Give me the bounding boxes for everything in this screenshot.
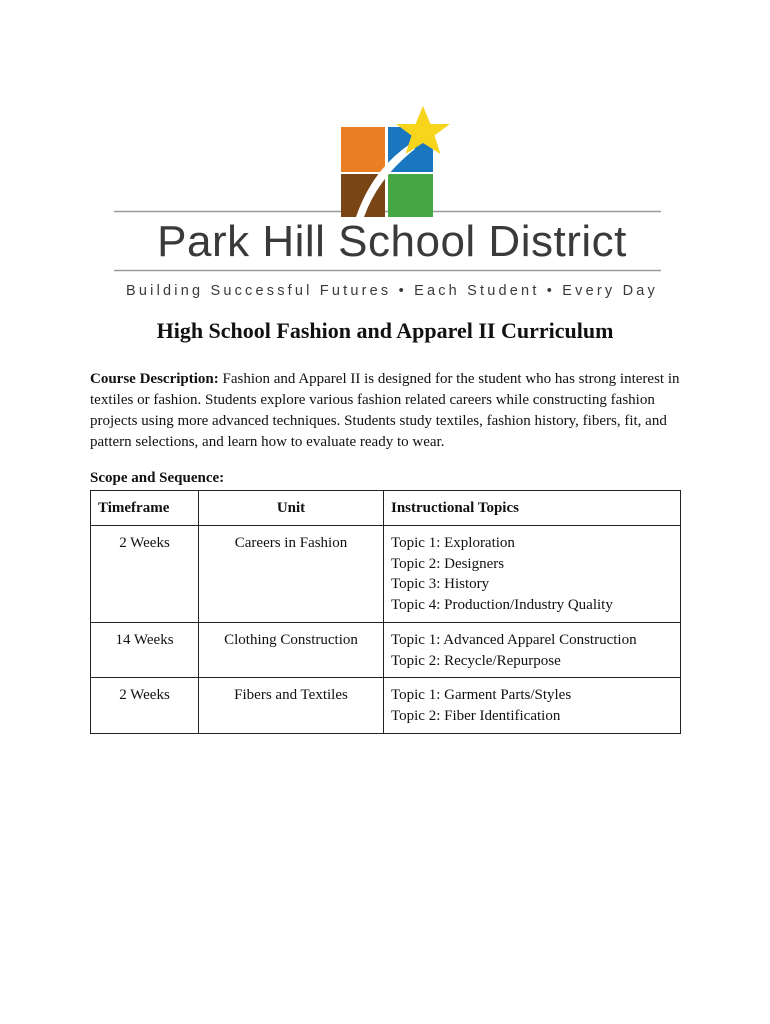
header-timeframe: Timeframe — [91, 491, 199, 526]
topic-item: Topic 2: Recycle/Repurpose — [391, 652, 561, 669]
row-unit: Clothing Construction — [199, 623, 384, 678]
table-header-row — [91, 491, 681, 526]
row-unit: Careers in Fashion — [199, 526, 384, 623]
scope-sequence-table — [90, 490, 681, 734]
topic-item: Topic 3: History — [391, 576, 490, 592]
row-timeframe: 2 Weeks — [91, 678, 199, 734]
header-unit: Unit — [199, 491, 384, 526]
logo-orange-square — [341, 127, 385, 172]
topic-item: Topic 1: Exploration — [391, 535, 515, 551]
row-topics — [384, 623, 681, 678]
district-logo — [110, 100, 665, 305]
table-row — [91, 623, 681, 678]
table-row — [91, 678, 681, 734]
course-description — [90, 369, 690, 453]
topic-item: Topic 4: Production/Industry Quality — [391, 596, 613, 613]
topic-item: Topic 1: Advanced Apparel Construction — [391, 632, 637, 648]
row-timeframe: 14 Weeks — [91, 623, 199, 678]
row-topics — [384, 678, 681, 734]
document-title: High School Fashion and Apparel II Curriculum — [156, 318, 614, 343]
district-name: Park Hill School District — [157, 217, 627, 266]
row-timeframe: 2 Weeks — [91, 526, 199, 623]
scope-sequence-heading: Scope and Sequence: — [90, 470, 225, 486]
header-instructional-topics: Instructional Topics — [384, 491, 681, 526]
row-topics — [384, 526, 681, 623]
district-tagline: Building Successful Futures • Each Student • Every Day — [126, 283, 658, 299]
row-unit: Fibers and Textiles — [199, 678, 384, 734]
topic-item: Topic 2: Fiber Identification — [391, 707, 561, 724]
topic-item: Topic 2: Designers — [391, 555, 505, 572]
topic-item: Topic 1: Garment Parts/Styles — [391, 687, 572, 703]
logo-emblem — [110, 100, 665, 305]
course-description-label: Course Description: — [90, 371, 219, 387]
table-row — [91, 526, 681, 623]
logo-green-square — [388, 174, 433, 217]
course-description-text: Fashion and Apparel II is designed for the student who has strong interest in textiles or fashion. Students explore various fashion related careers while constructing fashion projects using more advanced techniques. Students study textiles, fashion history, fibers, fit, and pattern selections, and learn how to evaluate ready to wear. — [90, 371, 680, 450]
